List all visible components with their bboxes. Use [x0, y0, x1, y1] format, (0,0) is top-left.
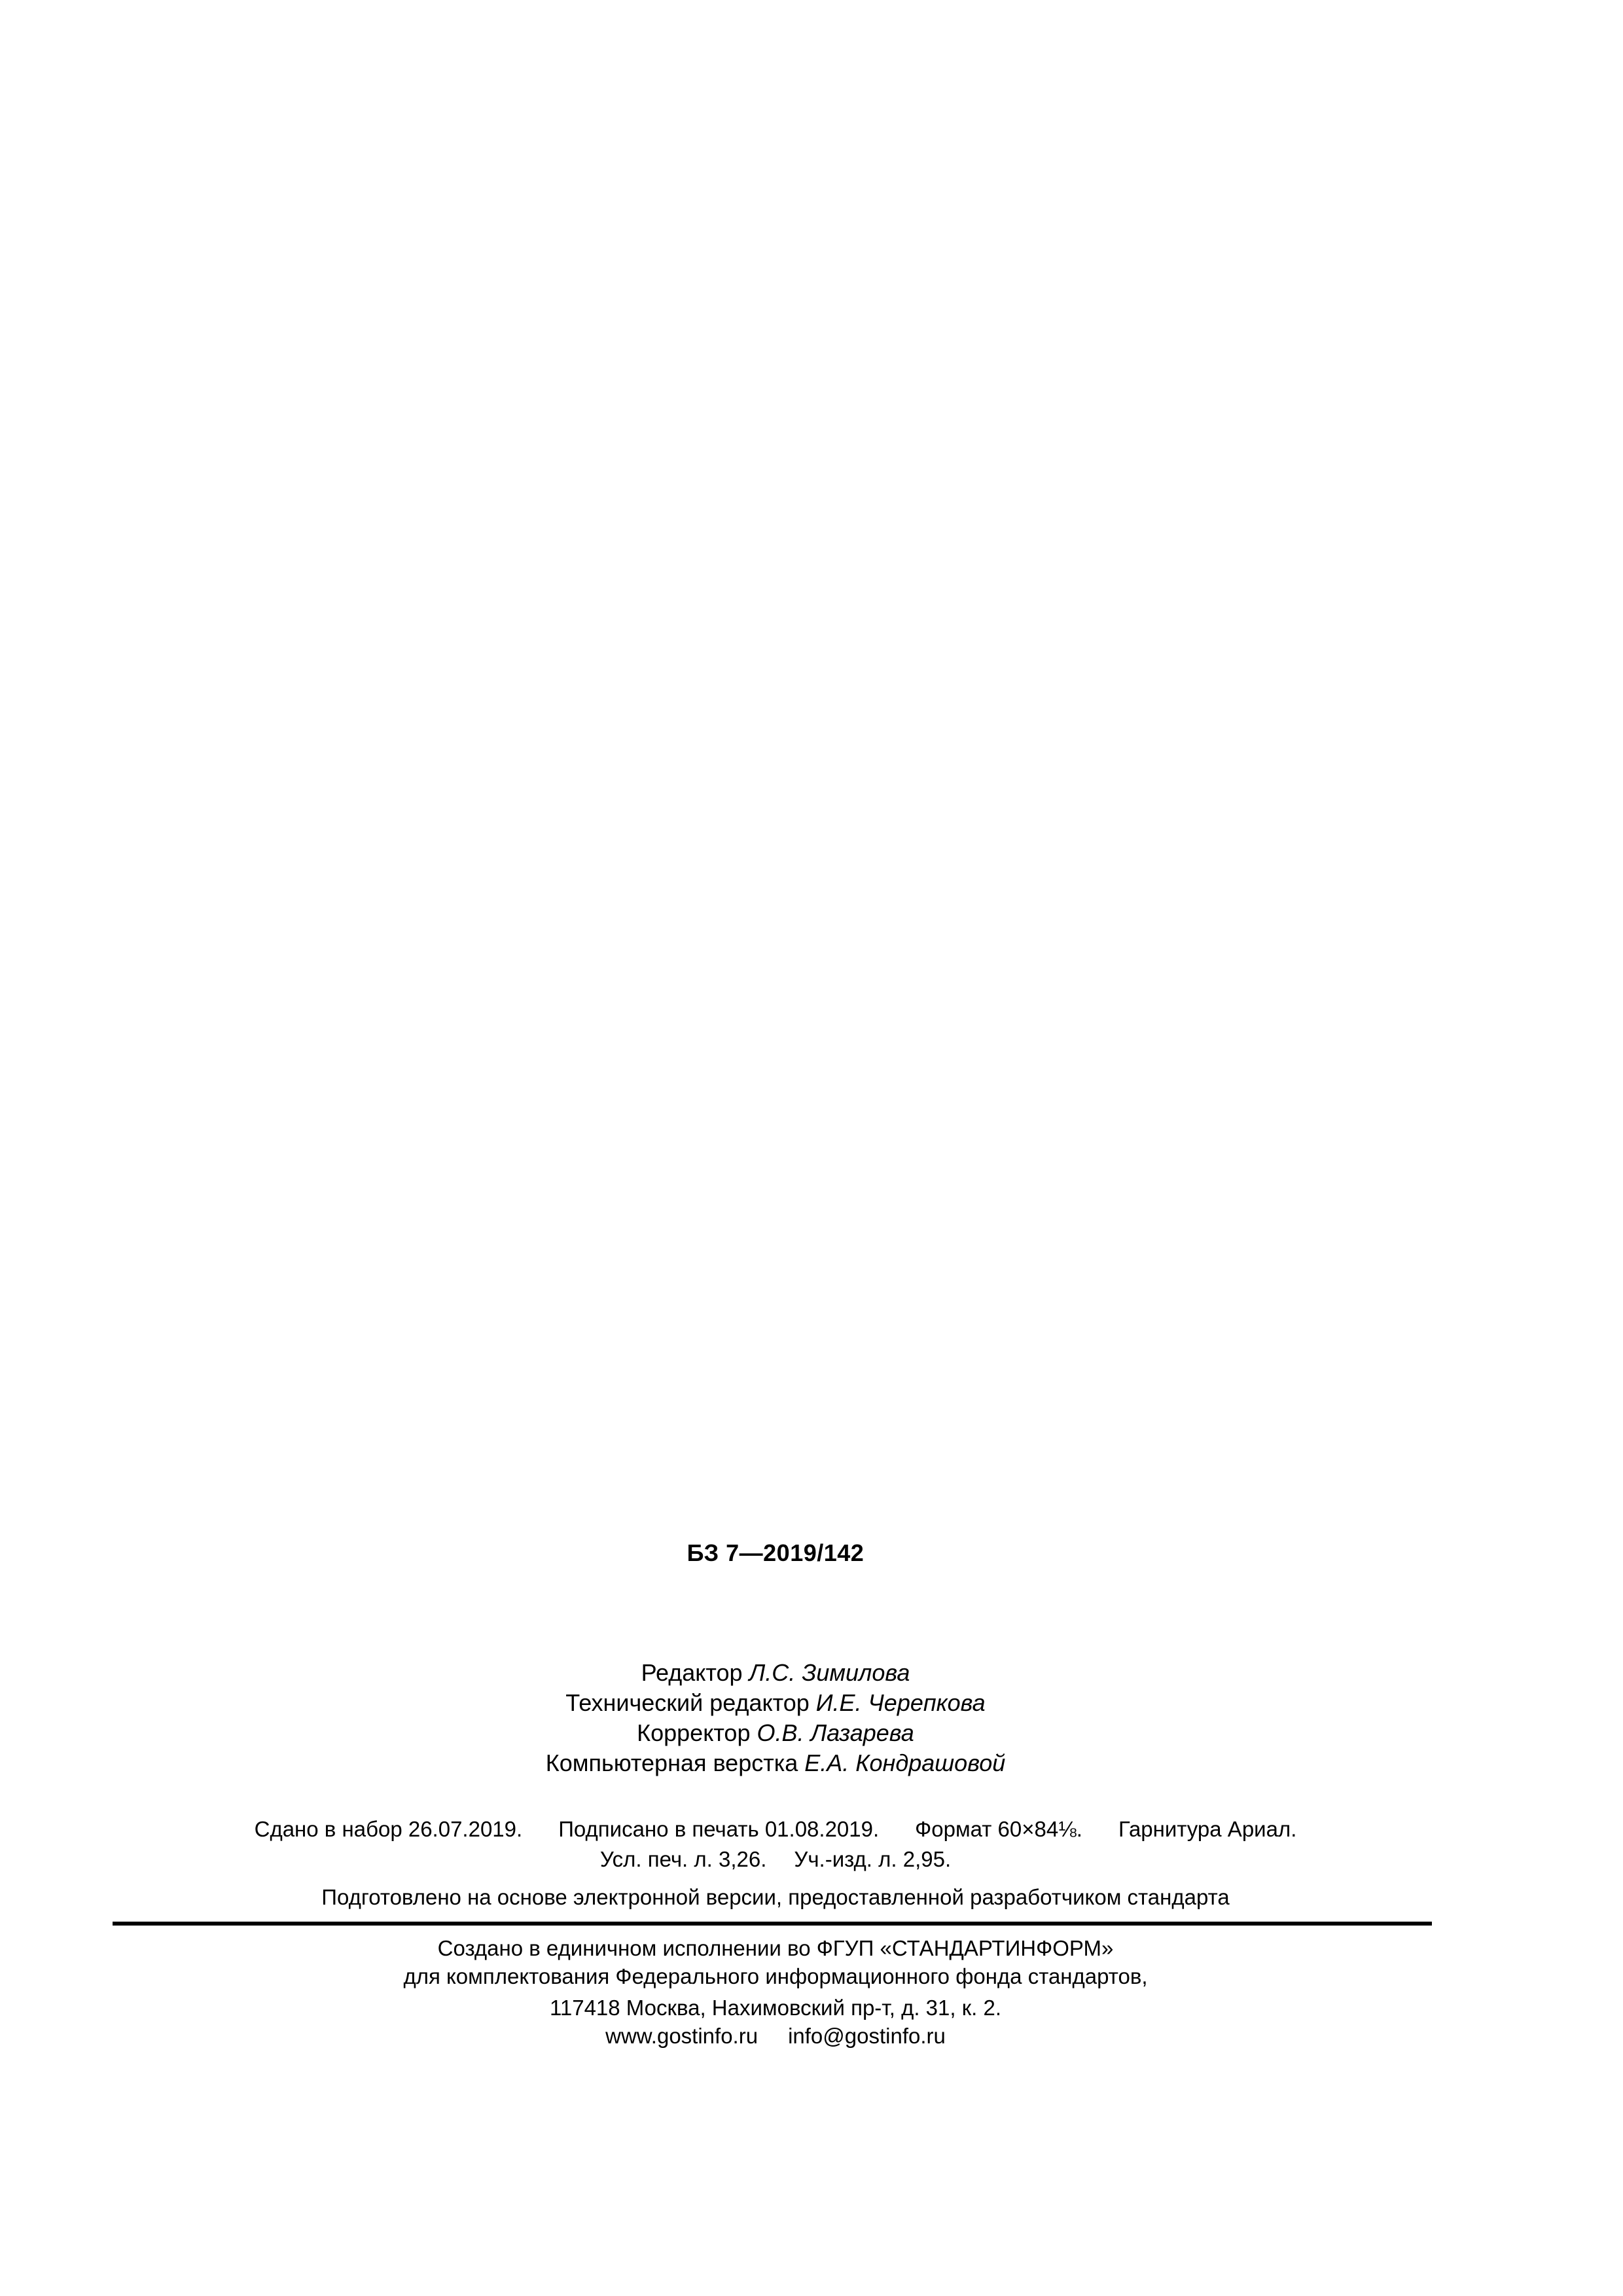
staff-name: И.Е. Черепкова: [815, 1689, 986, 1716]
staff-role: Редактор: [641, 1659, 743, 1686]
staff-row: [111, 1718, 1440, 1748]
staff-row: [111, 1748, 1440, 1778]
typeface: Гарнитура Ариал.: [1118, 1817, 1297, 1841]
website-text: www.gostinfo.ru: [605, 2024, 758, 2048]
accounting-publishing-sheets: Уч.-изд. л. 2,95.: [794, 1847, 952, 1871]
staff-role: Корректор: [637, 1719, 751, 1746]
email-text: info@gostinfo.ru: [788, 2024, 946, 2048]
divider-rule: [113, 1922, 1432, 1926]
signed-to-print: Подписано в печать 01.08.2019.: [558, 1817, 880, 1841]
publisher-address: 117418 Москва, Нахимовский пр-т, д. 31, к. 2.: [549, 1996, 1002, 2020]
imprint-line-1: [111, 1817, 1440, 1842]
publisher-line-1: Создано в единичном исполнении во ФГУП «СТАНДАРТИНФОРМ»: [437, 1936, 1114, 1960]
conventional-printed-sheets: Усл. печ. л. 3,26.: [599, 1847, 767, 1871]
contacts-line: [111, 2024, 1440, 2049]
staff-row: [111, 1658, 1440, 1688]
prepared-note: Подготовлено на основе электронной версии, предоставленной разработчиком стандарта: [321, 1885, 1230, 1909]
page-format: Формат 60×84⅛.: [915, 1817, 1082, 1841]
staff-name: Е.А. Кондрашовой: [804, 1749, 1006, 1776]
staff-role: Технический редактор: [565, 1689, 810, 1716]
publisher-line-2: для комплектования Федерального информационного фонда стандартов,: [403, 1964, 1148, 1988]
staff-role: Компьютерная верстка: [545, 1749, 798, 1776]
staff-name: О.В. Лазарева: [757, 1719, 914, 1746]
staff-name: Л.С. Зимилова: [749, 1659, 910, 1686]
imprint-line-2: [111, 1847, 1440, 1872]
staff-credits: [111, 1658, 1440, 1778]
staff-row: [111, 1688, 1440, 1718]
batch-code: БЗ 7—2019/142: [687, 1539, 865, 1566]
sent-to-set: Сдано в набор 26.07.2019.: [254, 1817, 523, 1841]
